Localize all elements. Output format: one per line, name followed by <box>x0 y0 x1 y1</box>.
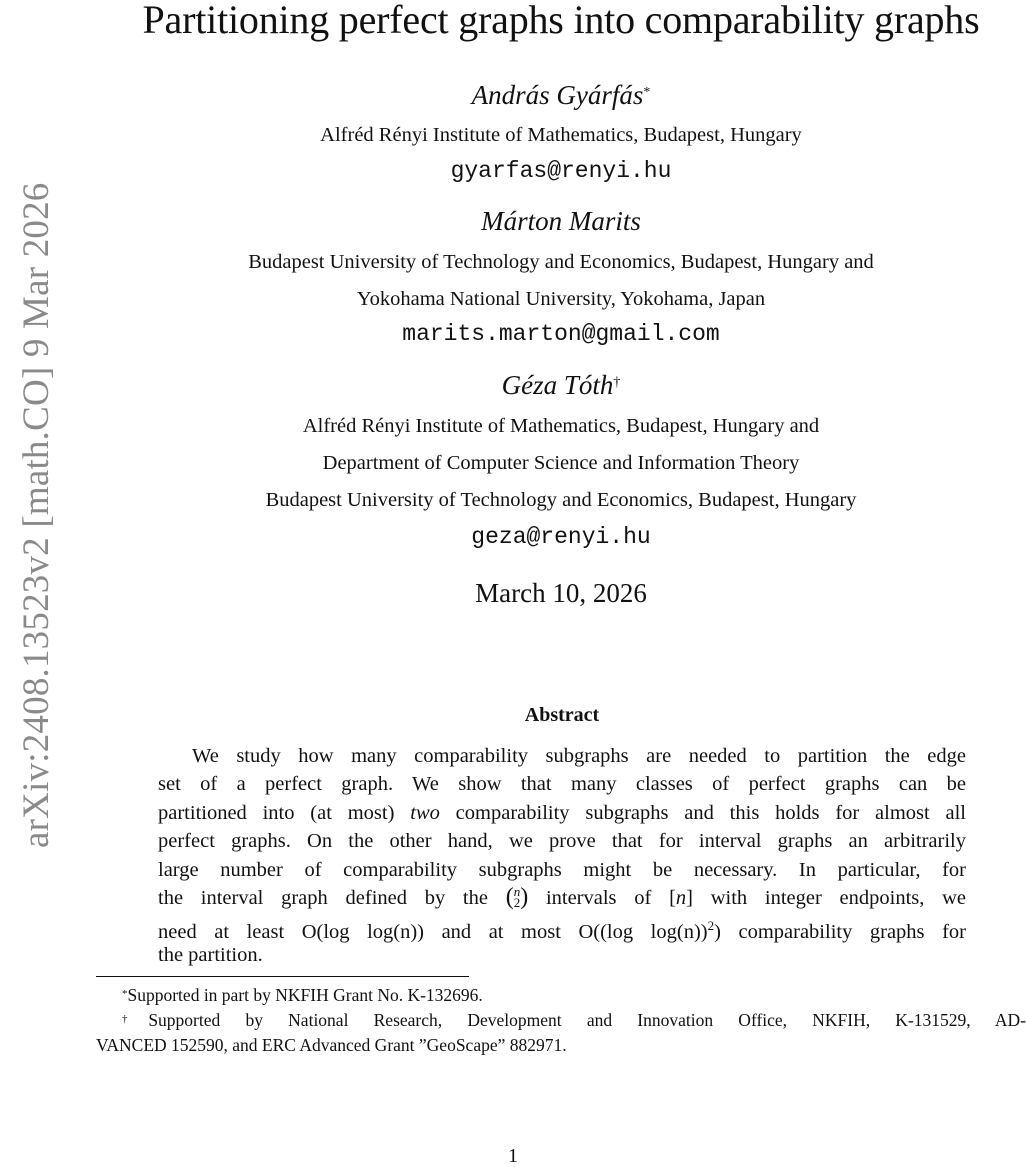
math-expr: O((log log(n)) <box>578 921 708 944</box>
author-affiliation: Alfréd Rényi Institute of Mathematics, Budapest, Hungary <box>320 124 802 146</box>
page-number: 1 <box>508 1145 518 1167</box>
author-name-text: Márton Marits <box>481 206 641 236</box>
text-run: with integer endpoints, we <box>692 886 967 909</box>
bracket-n: [n] <box>669 886 693 909</box>
footnote-mark: * <box>122 988 128 1000</box>
author-affiliation: Alfréd Rényi Institute of Mathematics, Budapest, Hungary and <box>302 415 820 437</box>
author-affiliation: Budapest University of Technology and Economics, Budapest, Hungary and <box>248 251 874 273</box>
author-affiliation: Yokohama National University, Yokohama, Japan <box>356 288 766 310</box>
math-exponent: 2 <box>707 918 715 934</box>
binomial-coefficient: ( n 2 ) <box>505 884 529 911</box>
paper-date: March 10, 2026 <box>475 578 647 608</box>
math-lower-bound: O(log log(n)) <box>301 921 425 944</box>
paper-title: Partitioning perfect graphs into comparability graphs <box>142 0 980 42</box>
author-name-2 <box>96 206 1026 236</box>
author-email[interactable]: gyarfas@renyi.hu <box>450 158 672 184</box>
math-expr: ) <box>714 921 721 944</box>
footnote-2-continuation: VANCED 152590, and ERC Advanced Grant ”GeoScape” 882971. <box>96 1035 567 1055</box>
author-name-3 <box>96 370 1026 400</box>
footnote-text: Supported in part by NKFIH Grant No. K-132696. <box>127 985 483 1005</box>
text-run: comparability subgraphs and this holds for almost all <box>439 801 967 824</box>
footnote-mark: † <box>122 1013 149 1025</box>
emphasis-text: two <box>410 801 440 824</box>
math-upper-bound <box>578 918 721 944</box>
abstract-line <box>158 912 966 944</box>
footnote-divider <box>96 976 469 977</box>
abstract-line <box>158 884 966 912</box>
footnote-2 <box>96 1008 1026 1033</box>
author-email[interactable]: geza@renyi.hu <box>471 524 651 550</box>
text-run: and at most <box>424 921 579 944</box>
text-run: the interval graph defined by the <box>158 886 506 909</box>
author-name-text: Géza Tóth <box>501 370 614 400</box>
footnote-mark[interactable]: † <box>613 375 621 390</box>
binom-top: n <box>513 884 521 900</box>
text-run: partitioned into (at most) <box>158 801 411 824</box>
text-run: comparability graphs for <box>720 921 966 944</box>
binom-bottom: 2 <box>513 895 521 911</box>
abstract-line <box>158 799 966 827</box>
abstract-line: set of a perfect graph. We show that many classes of perfect graphs can be <box>158 773 966 796</box>
author-email[interactable]: marits.marton@gmail.com <box>402 321 720 347</box>
footnote-mark[interactable]: * <box>643 85 651 100</box>
author-name-text: András Gyárfás <box>471 80 644 110</box>
abstract-line: large number of comparability subgraphs might be necessary. In particular, for <box>158 858 966 881</box>
footnote-text: Supported by National Research, Development and Innovation Office, NKFIH, K-131529, AD- <box>148 1010 1026 1030</box>
abstract-heading: Abstract <box>524 704 600 726</box>
author-affiliation: Department of Computer Science and Information Theory <box>322 452 800 474</box>
arxiv-stamp <box>0 0 57 860</box>
author-name-1 <box>96 80 1026 110</box>
text-run: need at least <box>158 921 302 944</box>
abstract-line: the partition. <box>158 943 263 966</box>
author-affiliation: Budapest University of Technology and Economics, Budapest, Hungary <box>265 489 857 511</box>
abstract-line: perfect graphs. On the other hand, we prove that for interval graphs an arbitrarily <box>158 830 966 853</box>
footnote-1 <box>96 983 1026 1008</box>
abstract-body <box>158 742 966 969</box>
math-var: n <box>675 886 687 909</box>
abstract-line: We study how many comparability subgraphs are needed to partition the edge <box>192 745 966 767</box>
text-run: intervals of <box>528 886 670 909</box>
arxiv-identifier: arXiv:2408.13523v2 [math.CO] 9 Mar 2026 <box>16 182 57 848</box>
footnotes <box>96 983 1026 1058</box>
